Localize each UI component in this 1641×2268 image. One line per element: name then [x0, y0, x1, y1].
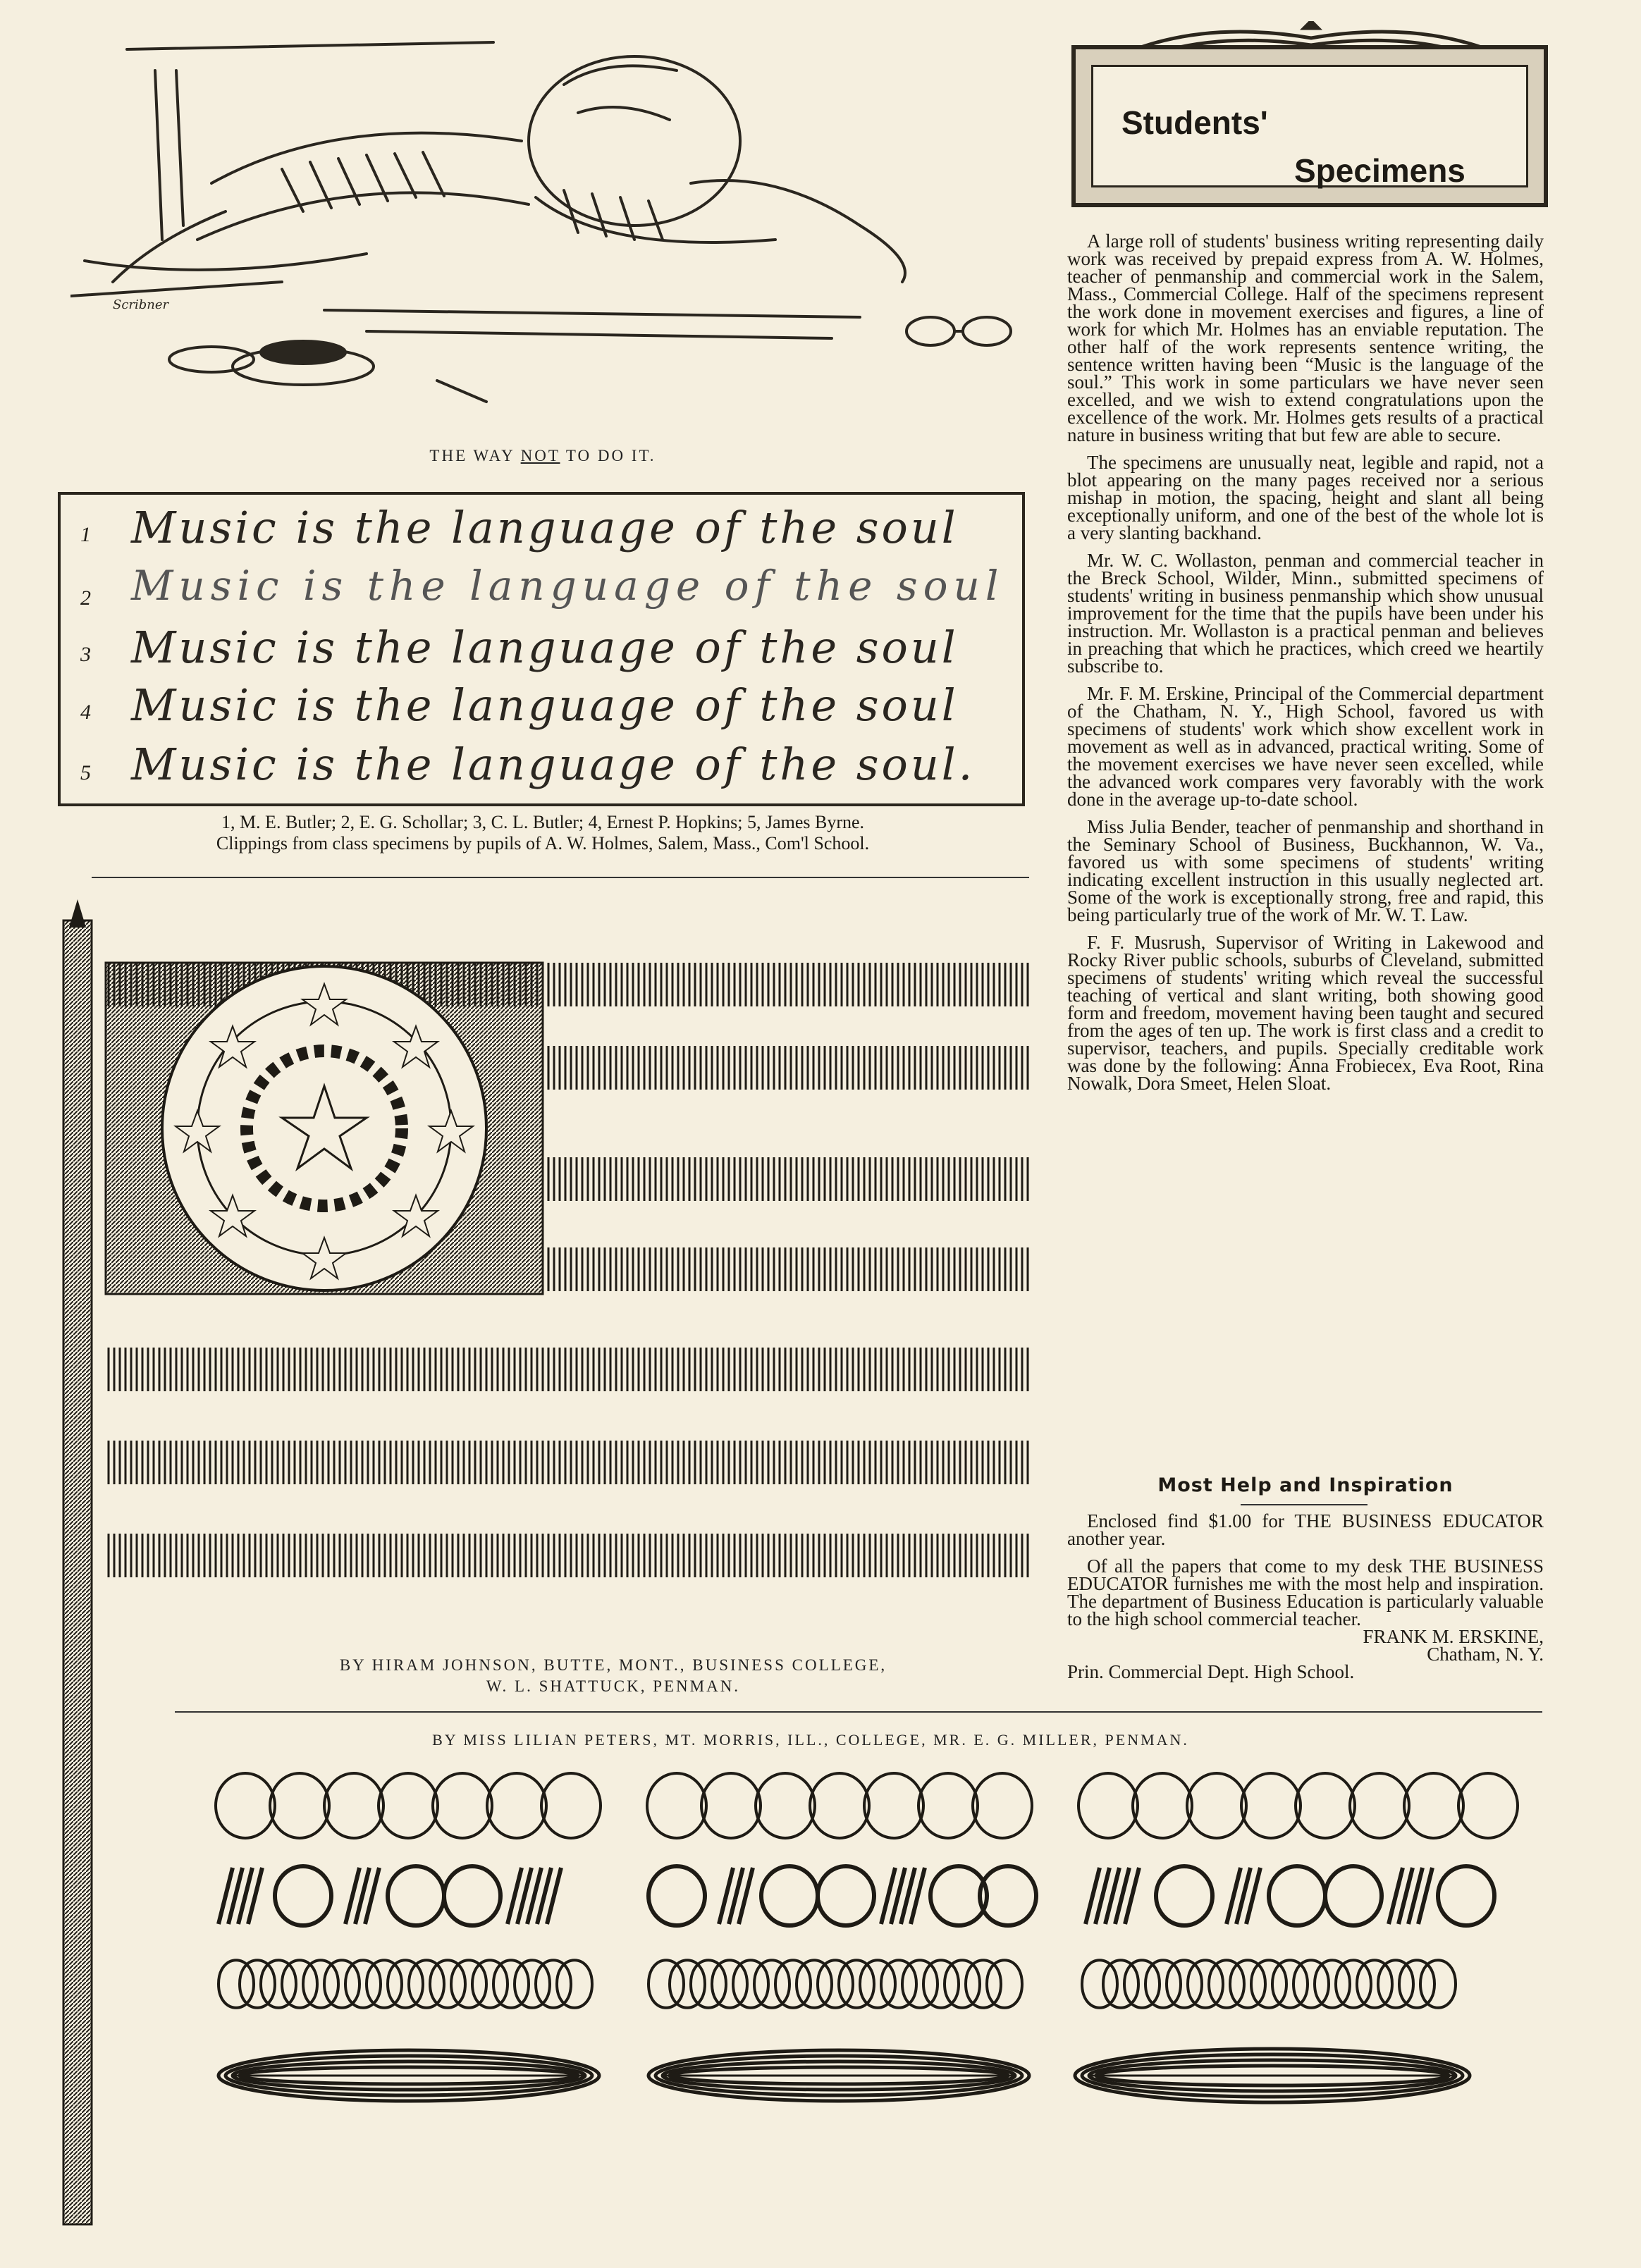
signature-place: Chatham, N. Y. [1427, 1644, 1544, 1665]
clipping-line: Music is the language of the soul [131, 562, 1004, 610]
clipping-number: 4 [80, 701, 91, 724]
oval-exercises [211, 1762, 1523, 2107]
article-paragraph: Miss Julia Bender, teacher of penmanship and shorthand in the Seminary School of Business, Buckhannon, W. Va., favored us with some specimens of students' writing indicating excellent instruction in this usually neglected art. Some of the work is exceptionally strong, free and rapid, this being particularly true of the work of Mr. W. T. Law. [1067, 816, 1544, 925]
sleeping-student-drawing [70, 28, 1015, 444]
clipping-number: 5 [80, 761, 91, 784]
article-paragraph: Mr. F. M. Erskine, Principal of the Commercial department of the Chatham, N. Y., High School, favored us with specimens of students' work which show excellent work in movement as well as in advanced, practical writing. Some of the movement exercises we have never seen excelled, while the advanced work compares very favorably with the work done in the average up-to-date school. [1067, 683, 1544, 810]
divider [175, 1711, 1542, 1713]
handwriting-clippings [58, 492, 1025, 806]
article-paragraph: The specimens are unusually neat, legible and rapid, not a blot appearing on the many pages received nor a serious mishap in motion, the spacing, height and slant all being exceptionally uniform, and one of the best of the whole lot is a very slanting backhand. [1067, 452, 1544, 543]
title-line-2: Specimens [1294, 152, 1465, 189]
artist-signature: Scribner [113, 297, 169, 312]
ovals-caption: BY MISS LILIAN PETERS, MT. MORRIS, ILL., COLLEGE, MR. E. G. MILLER, PENMAN. [432, 1731, 1189, 1749]
illustration-caption: THE WAY NOT TO DO IT. [429, 447, 656, 464]
divider [92, 877, 1029, 878]
clipping-line: Music is the language of the soul [131, 679, 959, 731]
clippings-caption: 1, M. E. Butler; 2, E. G. Schollar; 3, C. L. Butler; 4, Ernest P. Hopkins; 5, James Byrne. Clippings from class specimens by pupils of A. W. Holmes, Salem, Mass., Com'l School. [216, 812, 870, 853]
flag-caption: BY HIRAM JOHNSON, BUTTE, MONT., BUSINESS COLLEGE, W. L. SHATTUCK, PENMAN. [339, 1656, 887, 1695]
article-paragraph: F. F. Musrush, Supervisor of Writing in Lakewood and Rocky River public schools, suburbs of Cleveland, submitted specimens of students' writing which reveal the successful teaching of vertical and slant writing, both showing good form and freedom, movement having been taught and secured from the ages of ten up. The work is first class and a credit to supervisor, teachers, and pupils. Specially creditable work was done by the following: Anna Frobiecex, Eva Root, Rina Nowalk, Dora Smeet, Helen Sloat. [1067, 932, 1544, 1094]
clipping-line: Music is the language of the soul [131, 502, 959, 553]
oval-row-2 [219, 1866, 1494, 1925]
letter-paragraph: Enclosed find $1.00 for THE BUSINESS EDUCATOR another year. [1067, 1510, 1544, 1549]
clipping-number: 2 [80, 586, 91, 610]
letter-paragraph: Of all the papers that come to my desk THE BUSINESS EDUCATOR furnishes me with the most help and inspiration. The department of Business Education is particularly valuable to the high school commercial teacher. [1067, 1555, 1544, 1629]
clipping-number: 3 [80, 643, 91, 666]
article-paragraph: A large roll of students' business writing representing daily work was received by prepaid express from A. W. Holmes, teacher of penmanship and commercial work in the Salem, Mass., Commercial College. Half of the specimens represent the work done in movement exercises and figures, a line of work for which Mr. Holmes has an enviable reputation. The other half of the work represents sentence writing, the sentence written having been “Music is the language of the soul.” This work in some particulars we have never seen excelled, and we wish to extend congratulations upon the excellence of the work. Mr. Holmes gets results of a practical nature in business writing that but few are able to secure. [1067, 230, 1544, 445]
oval-row-3 [219, 1960, 1456, 2008]
subhead-rule [1241, 1504, 1368, 1505]
article-column [1067, 230, 1544, 1102]
oval-row-4 [219, 2049, 1470, 2102]
oval-row-1 [216, 1773, 1518, 1838]
illustration [70, 28, 1015, 444]
signature-name: FRANK M. ERSKINE, [1363, 1626, 1544, 1647]
article-paragraph: Mr. W. C. Wollaston, penman and commercial teacher in the Breck School, Wilder, Minn., submitted specimens of students' writing in business penmanship which show unusual improvement for the time that the pupils have been under his instruction. Mr. Wollaston is a practical penman and believes in preaching that which he practices, which creed we heartily subscribe to. [1067, 550, 1544, 677]
title-line-1: Students' [1121, 104, 1268, 141]
clipping-number: 1 [80, 523, 91, 546]
clipping-line: Music is the language of the soul. [131, 739, 976, 790]
letter-block [1067, 1512, 1544, 1681]
emphasis-not: NOT [520, 447, 560, 464]
clipping-line: Music is the language of the soul [131, 622, 959, 673]
section-title-plaque [1071, 45, 1548, 207]
signature-title: Prin. Commercial Dept. High School. [1067, 1661, 1355, 1682]
subhead: Most Help and Inspiration [1157, 1474, 1453, 1496]
